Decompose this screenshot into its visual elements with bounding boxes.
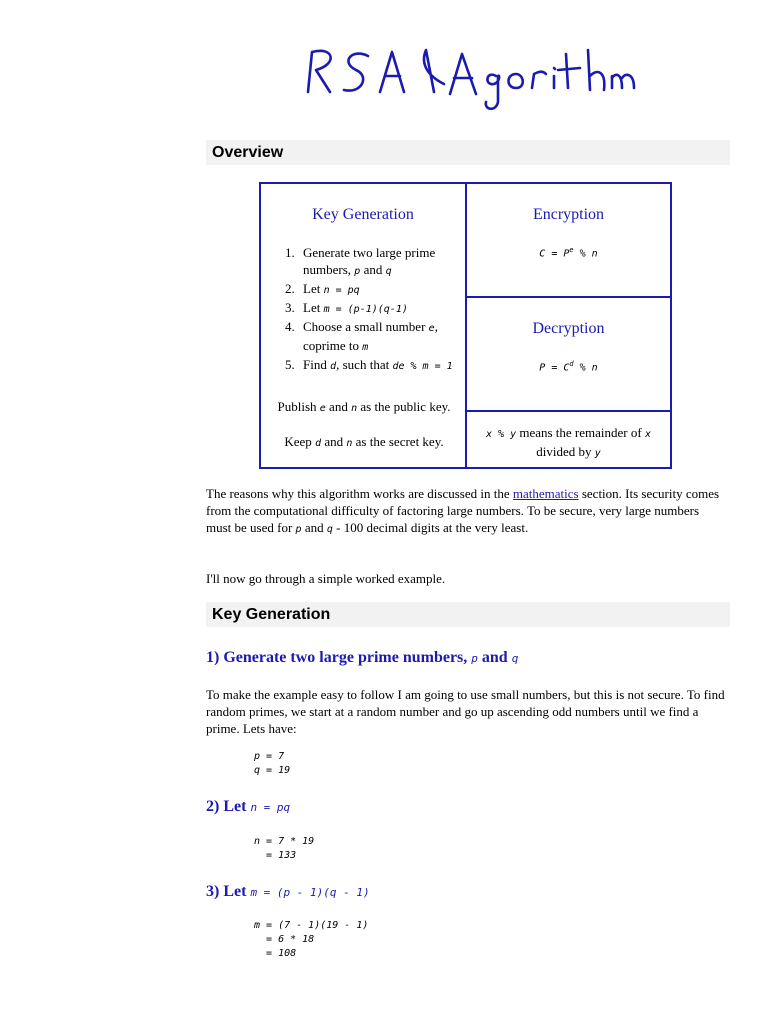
intro-worked-example-text: I'll now go through a simple worked example. xyxy=(206,571,446,586)
note-var: x xyxy=(644,429,651,440)
step-var: q xyxy=(385,266,392,277)
step1-heading-text: and xyxy=(477,649,512,666)
step-var: m = (p-1)(q-1) xyxy=(323,304,408,315)
step1-heading xyxy=(206,649,518,667)
step-text: Let xyxy=(303,281,324,296)
intro-var: p xyxy=(295,524,302,535)
key-generation-steps xyxy=(285,244,465,375)
formula-tail: % n xyxy=(573,362,598,374)
step-var: p xyxy=(354,266,361,277)
step-text: , coprime to xyxy=(303,319,438,353)
step-item xyxy=(285,280,465,299)
encryption-title: Encryption xyxy=(532,206,605,223)
formula-exponent: d xyxy=(569,360,574,368)
step1-code: p = 7 q = 19 xyxy=(254,751,291,776)
step-item xyxy=(285,299,465,318)
intro-text: The reasons why this algorithm works are discussed in the xyxy=(206,486,513,501)
step1-paragraph: To make the example easy to follow I am going to use small numbers, but this is not secure. To find random primes, we start at a random number and go up ascending odd numbers until we find a prime. Lets have: xyxy=(206,687,725,736)
decryption-cell xyxy=(467,298,670,412)
modulo-note xyxy=(473,424,664,462)
intro-paragraph xyxy=(206,485,726,538)
step-var: n = pq xyxy=(323,285,360,296)
step-var: de % m = 1 xyxy=(392,361,453,372)
intro-var: q xyxy=(326,524,333,535)
publish-text: as the public key. xyxy=(357,399,451,414)
step-item xyxy=(285,356,465,375)
note-text: means the remainder of xyxy=(516,425,645,440)
keep-text: and xyxy=(321,434,347,449)
step-number: 2. xyxy=(285,281,295,296)
step-var: d xyxy=(330,361,337,372)
publish-var: e xyxy=(319,403,326,414)
step-item xyxy=(285,244,465,280)
step-text: Generate two large prime numbers, xyxy=(303,245,436,277)
step3-code: m = (7 - 1)(19 - 1) = 6 * 18 = 108 xyxy=(254,920,369,959)
formula-exponent: e xyxy=(569,246,574,254)
publish-var: n xyxy=(351,403,358,414)
step-number: 5. xyxy=(285,357,295,372)
step1-heading-text: 1) Generate two large prime numbers, xyxy=(206,649,472,666)
step-number: 4. xyxy=(285,319,295,334)
step-text: Let xyxy=(303,300,324,315)
step-text: and xyxy=(360,262,386,277)
step-text: , such that xyxy=(336,357,393,372)
keep-var: n xyxy=(346,438,353,449)
keep-secret-key-text xyxy=(265,433,463,452)
key-generation-cell xyxy=(261,184,467,467)
step2-code: n = 7 * 19 = 133 xyxy=(254,836,315,861)
step-number: 1. xyxy=(285,245,295,260)
step-item xyxy=(285,318,465,356)
publish-text: Publish xyxy=(277,399,320,414)
mathematics-link[interactable]: mathematics xyxy=(512,486,579,501)
step2-heading-expr: n = pq xyxy=(250,801,291,814)
rsa-algorithm-logo xyxy=(300,40,640,120)
formula-base: P = C xyxy=(539,362,570,374)
decryption-title: Decryption xyxy=(532,320,605,337)
intro-text: and xyxy=(301,520,327,535)
step-text: Find xyxy=(303,357,331,372)
step1-heading-var: p xyxy=(471,652,478,665)
modulo-note-cell xyxy=(467,412,670,467)
formula-tail: % n xyxy=(573,248,598,260)
formula-base: C = P xyxy=(539,248,570,260)
decryption-formula xyxy=(467,360,670,373)
intro-text: - 100 decimal digits at the very least. xyxy=(332,520,529,535)
step3-heading-expr: m = (p - 1)(q - 1) xyxy=(250,886,370,899)
keep-var: d xyxy=(315,438,322,449)
step2-heading-text: 2) Let xyxy=(206,798,251,815)
keep-text: Keep xyxy=(284,434,316,449)
step3-heading xyxy=(206,883,370,901)
note-expr: x % y xyxy=(485,429,517,440)
overview-heading: Overview xyxy=(206,140,730,165)
publish-text: and xyxy=(325,399,352,414)
encryption-cell xyxy=(467,184,670,298)
encryption-formula xyxy=(467,246,670,259)
publish-public-key-text xyxy=(265,398,463,417)
step-var: m xyxy=(362,342,369,353)
step-var: e xyxy=(428,323,435,334)
step-text: Choose a small number xyxy=(303,319,429,334)
note-var: y xyxy=(594,448,601,459)
step2-heading xyxy=(206,798,290,816)
keep-text: as the secret key. xyxy=(352,434,444,449)
step1-heading-var: q xyxy=(511,652,519,665)
intro-text: section. Its security comes from the computational difficulty of factoring large numbers. To be secure, very large numbers must be used for xyxy=(206,486,720,535)
step-number: 3. xyxy=(285,300,295,315)
key-generation-heading: Key Generation xyxy=(206,602,730,627)
rsa-summary-table xyxy=(259,182,672,469)
key-generation-title: Key Generation xyxy=(312,206,414,223)
step3-heading-text: 3) Let xyxy=(206,883,251,900)
note-text: divided by xyxy=(536,444,595,459)
